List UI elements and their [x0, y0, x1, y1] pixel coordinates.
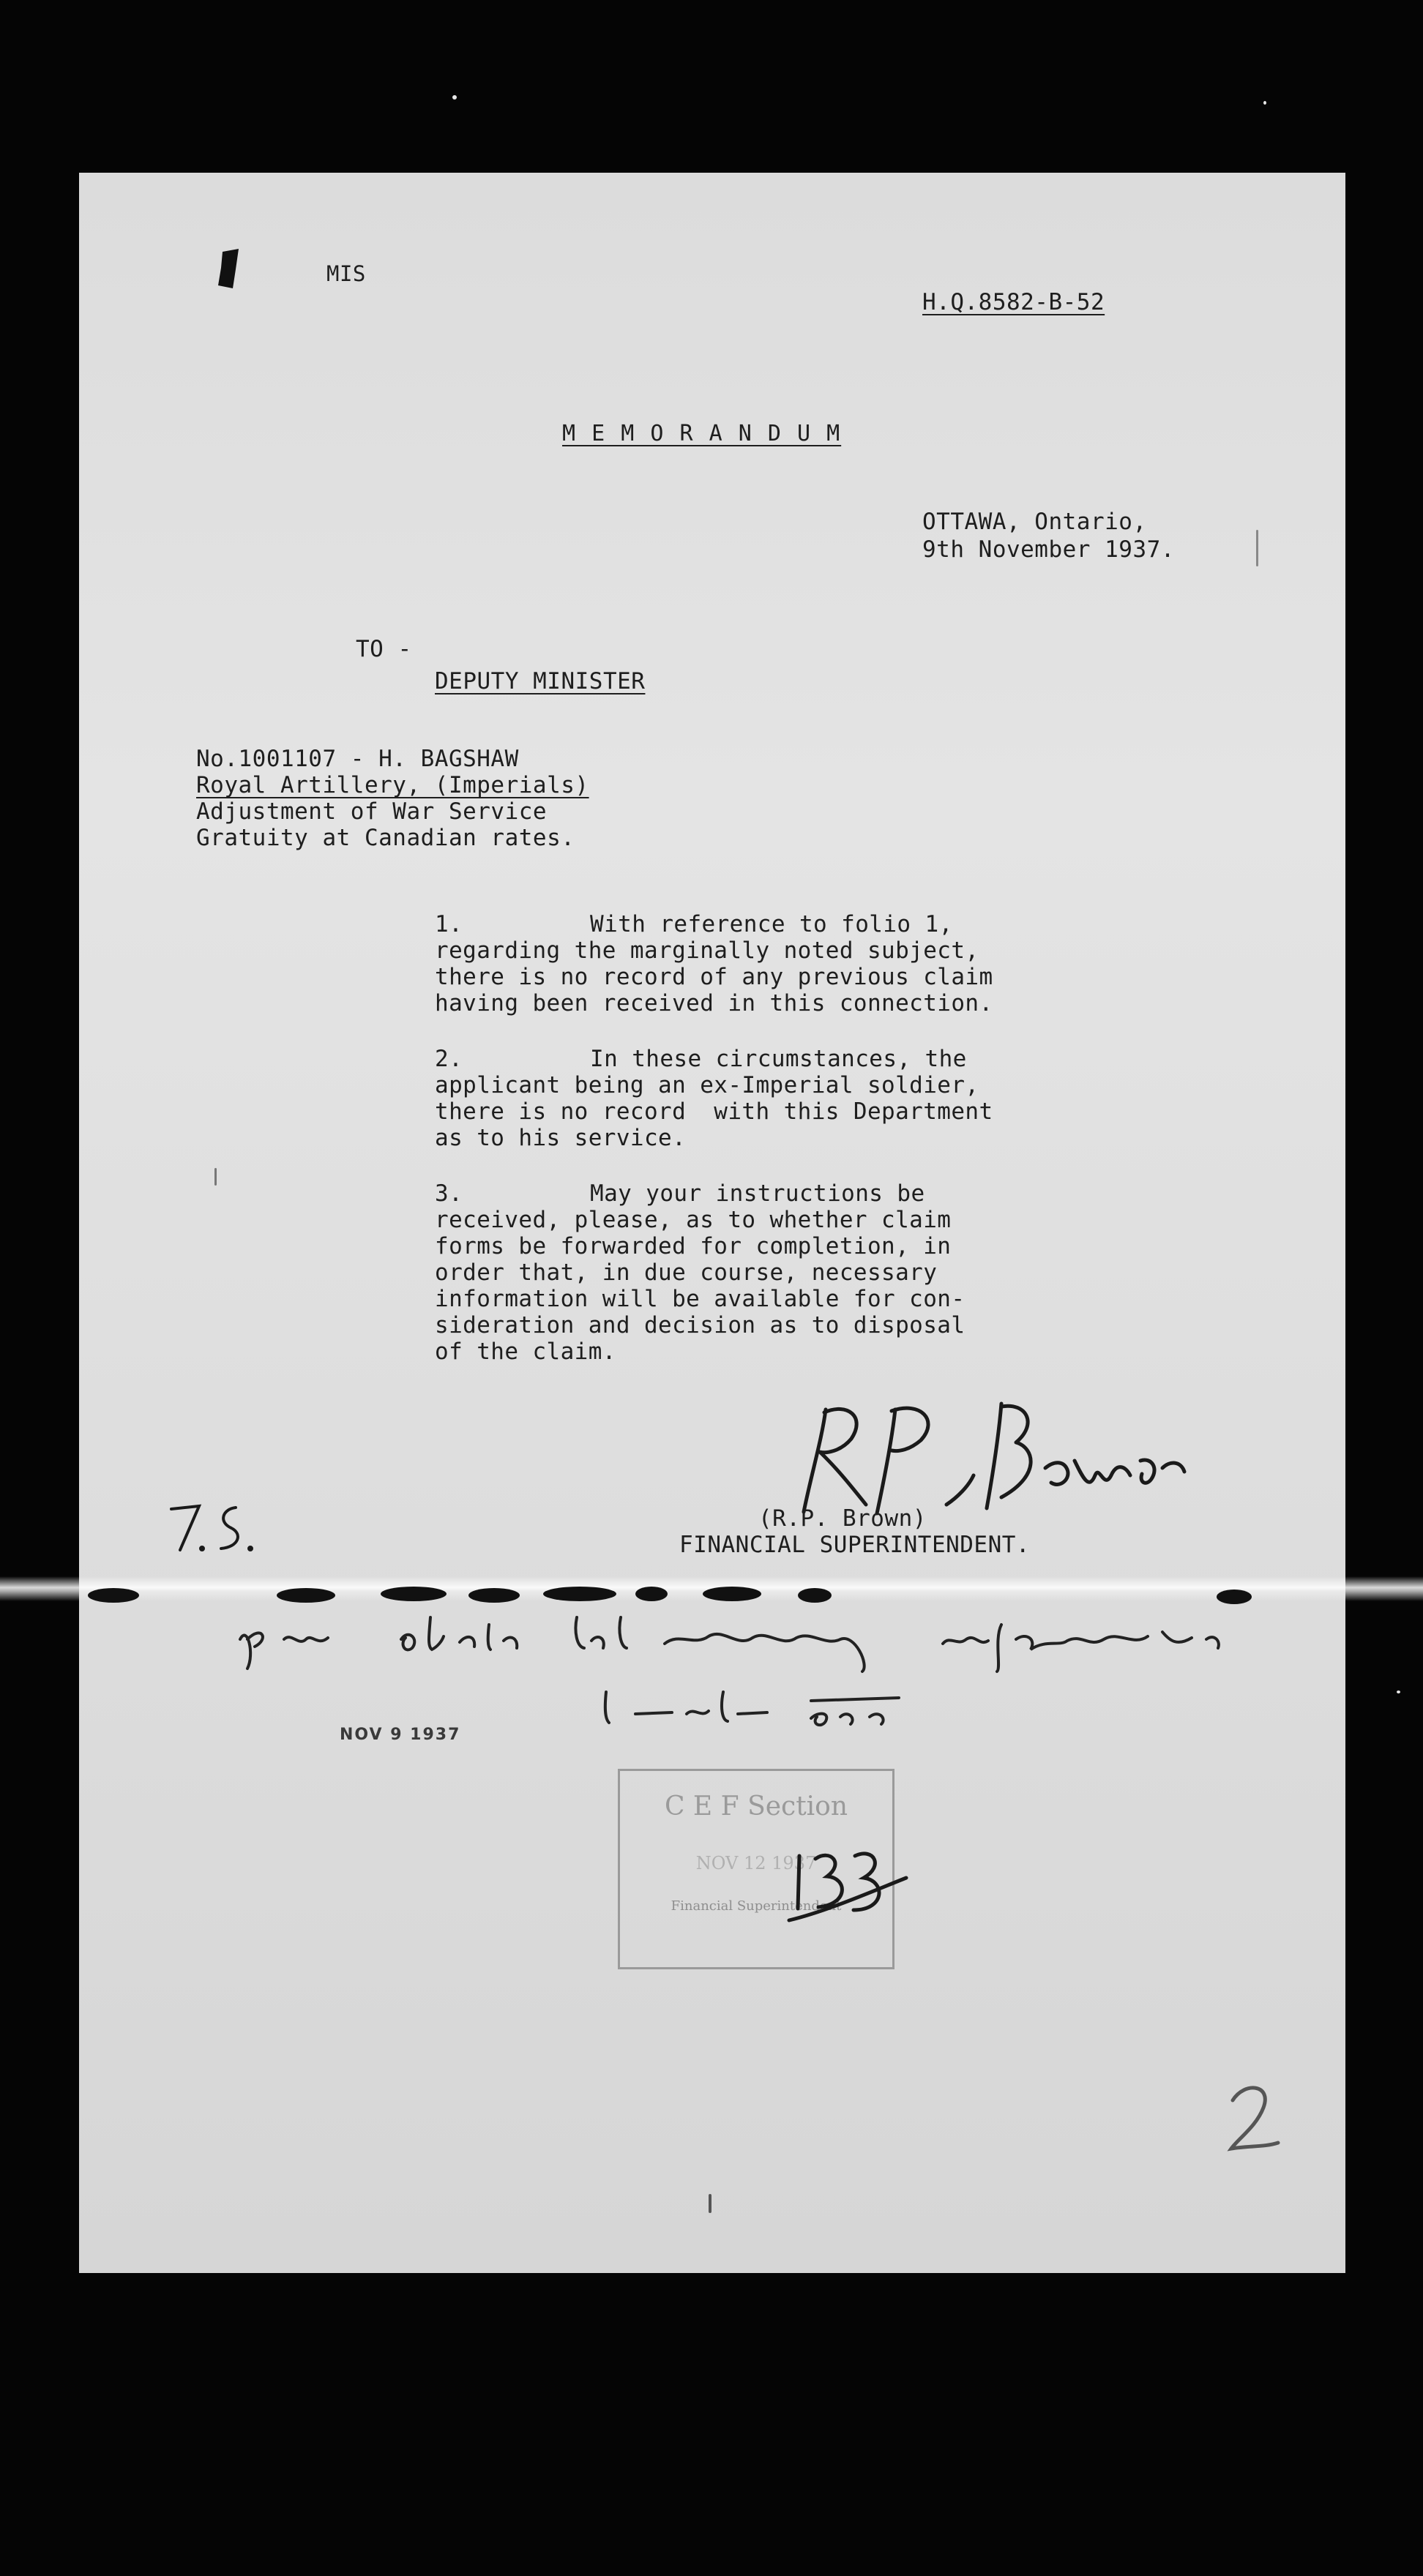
paragraph-line: May your instructions be: [590, 1180, 925, 1207]
page-title: M E M O R A N D U M: [562, 421, 842, 446]
scan-dash: [277, 1588, 335, 1603]
paragraph-line: there is no record of any previous claim: [435, 964, 993, 990]
paragraph-line: regarding the marginally noted subject,: [435, 937, 979, 964]
paragraph-line: information will be available for con-: [435, 1286, 966, 1312]
scan-mark: [1256, 530, 1258, 566]
date-line: 9th November 1937.: [922, 536, 1175, 563]
paragraph-number: 3.: [435, 1180, 463, 1207]
paragraph-line: forms be forwarded for completion, in: [435, 1233, 952, 1259]
scan-speck: [452, 95, 457, 100]
place-line: OTTAWA, Ontario,: [922, 509, 1147, 535]
scan-speck: [1263, 101, 1266, 105]
stamp-date: NOV 12 1937: [695, 1853, 817, 1873]
scan-dash: [635, 1587, 668, 1601]
addressee: DEPUTY MINISTER: [435, 668, 646, 694]
paragraph-line: In these circumstances, the: [590, 1046, 967, 1072]
handwritten-page-number: [1220, 2075, 1285, 2156]
paragraph-line: as to his service.: [435, 1125, 687, 1151]
typed-name: (R.P. Brown): [758, 1505, 927, 1532]
handwritten-minute-line-2: [591, 1677, 987, 1736]
paragraph-line: received, please, as to whether claim: [435, 1207, 952, 1233]
scan-speck: [1397, 1690, 1400, 1693]
stamp-title: C E F Section: [664, 1791, 848, 1821]
subject-line-1: No.1001107 - H. BAGSHAW: [196, 746, 519, 772]
paragraph-number: 1.: [435, 911, 463, 937]
paragraph-line: With reference to folio 1,: [590, 911, 953, 937]
stamp-line: Financial Superintendent: [671, 1898, 842, 1914]
scan-mark: [214, 1168, 217, 1186]
signatory-title: FINANCIAL SUPERINTENDENT.: [679, 1532, 1031, 1558]
paragraph-line: order that, in due course, necessary: [435, 1259, 938, 1286]
scan-dash: [468, 1588, 520, 1603]
handwritten-folio-number: [782, 1834, 914, 1929]
handwritten-initials: [164, 1493, 274, 1559]
subject-line-3: Adjustment of War Service: [196, 798, 548, 825]
scan-dash: [703, 1587, 761, 1601]
handwritten-minute-line-1: [225, 1595, 1323, 1676]
paragraph-line: of the claim.: [435, 1338, 616, 1365]
memo-page: [79, 173, 1345, 2273]
paragraph-line: having been received in this connection.: [435, 990, 993, 1016]
scan-dash: [381, 1587, 447, 1601]
scan-dash: [1217, 1590, 1252, 1604]
paragraph-line: applicant being an ex-Imperial soldier,: [435, 1072, 979, 1098]
file-number: H.Q.8582-B-52: [922, 289, 1105, 315]
scan-mark: [709, 2194, 712, 2213]
received-date-stamp: NOV 9 1937: [340, 1726, 461, 1744]
scan-dash: [88, 1588, 139, 1603]
ink-mark-icon: [214, 247, 243, 291]
to-label: TO -: [356, 636, 412, 662]
paragraph-number: 2.: [435, 1046, 463, 1072]
paragraph-line: there is no record with this Department: [435, 1098, 993, 1125]
subject-line-2: Royal Artillery, (Imperials): [196, 772, 589, 798]
initials: MIS: [326, 261, 366, 286]
scan-dash: [798, 1588, 832, 1603]
paragraph-line: sideration and decision as to disposal: [435, 1312, 966, 1338]
scan-dash: [543, 1587, 616, 1601]
subject-line-4: Gratuity at Canadian rates.: [196, 825, 575, 851]
